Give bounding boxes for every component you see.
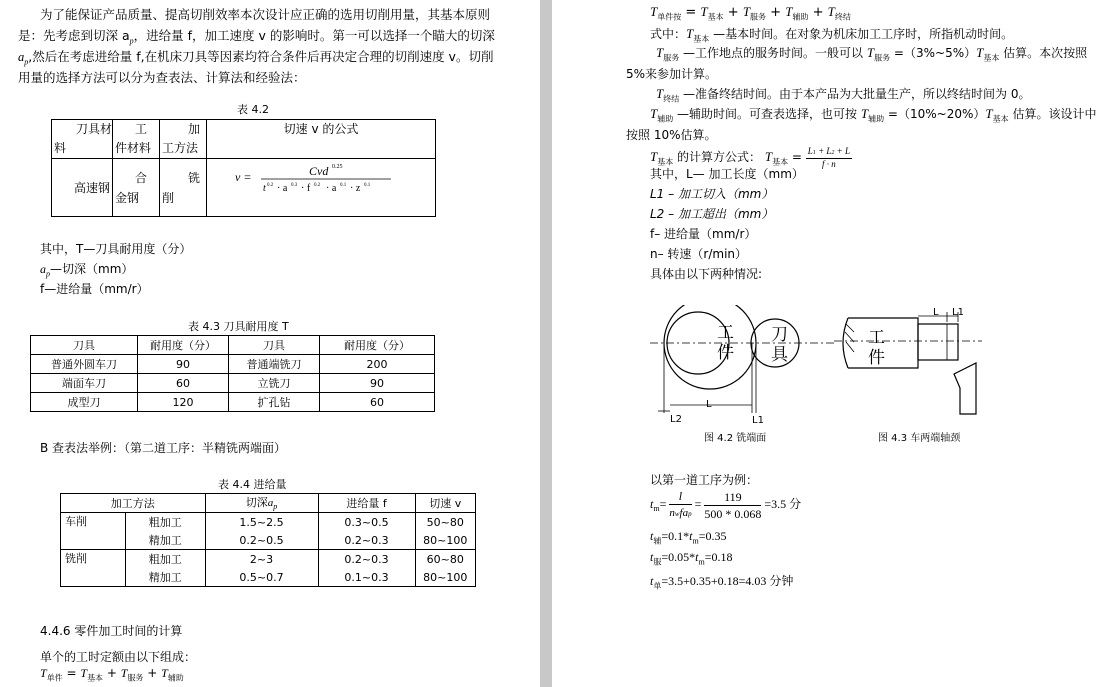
def-T-final: $T_{终结}$ —准备终结时间。由于本产品为大批量生产，所以终结时间为 0。 [656,86,1031,104]
table-cell: 0.1~0.3 [318,568,415,587]
table-cell: 60~80 [415,550,475,569]
svg-text:Cvd: Cvd [309,164,329,178]
table-cell: 成型刀 [31,393,138,412]
example-heading: B 查表法举例：（第二道工序：半精铣两端面） [40,441,287,455]
table-cell: 扩孔钻 [229,393,320,412]
table-cell: 0.2~0.3 [318,531,415,550]
table-4-3-caption: 表 4.3 刀具耐用度 T [188,320,289,333]
def-T-service-cont: 5%来参加计算。 [626,67,718,81]
where-L1: L1 – 加工切入（mm） [650,187,774,201]
document-page-right [552,0,1102,687]
intro-line-1: 为了能保证产品质量、提高切削效率本次设计应正确的选用切削用量，其基本原则 [40,7,491,22]
section-heading: 4.4.6 零件加工时间的计算 [40,624,183,638]
table-header-cell: 工 件材料 [113,120,160,159]
figure-turning-journals [834,308,984,418]
where-n: n– 转速（r/min） [650,247,748,261]
where-L: 其中，L— 加工长度（mm） [650,167,804,181]
table-row [31,393,435,412]
svg-text:· f: · f [301,183,311,194]
def-T-aux-cont: 按照 10%估算。 [626,128,717,142]
table-group-cell: 铣削 [61,550,126,587]
fig43-caption: 图 4.3 车两端轴颈 [878,433,961,444]
table-header-cell: 耐用度（分） [138,336,229,355]
table-header-cell: 切深$a_p$ [205,494,318,513]
table-row [31,355,435,374]
table-header-cell: 加工方法 [61,494,206,513]
svg-text:0.25: 0.25 [332,164,343,170]
table-cell: 50~80 [415,513,475,532]
fig42-L1: L1 [752,415,764,426]
table-header-cell: 耐用度（分） [320,336,435,355]
svg-text:v =: v = [235,170,252,184]
cases-text: 具体由以下两种情况: [650,267,763,281]
table-4-2 [51,119,436,217]
svg-text:0.2: 0.2 [314,183,321,188]
table-cell: 60 [138,374,229,393]
table-cell: 0.3~0.5 [318,513,415,532]
table-header-cell: 进给量 f [318,494,415,513]
table-cell: 80~100 [415,531,475,550]
fig43-work-b: 件 [868,348,885,368]
table-header-cell: 刀具 [31,336,138,355]
fig42-work-b: 件 [717,343,734,363]
svg-text:0.1: 0.1 [364,183,371,188]
def-ap: $a_p—$切深（mm） [40,262,134,279]
def-T-service: $T_{服务}$ —工作地点的服务时间。一般可以 $T_{服务}$ $=(3\%\sim 5\%)T_{基本}$ 估算。本次按照 [656,45,1088,63]
fig42-L2: L2 [670,414,682,425]
table-cell: 端面车刀 [31,374,138,393]
formula-graphic [231,159,411,199]
table-header-cell: 刀具材 料 [52,120,113,159]
table-cell: 普通端铣刀 [229,355,320,374]
fig42-tool-a: 刀 [771,325,788,345]
calc-line-4: $t_单=3.5+0.35+0.18=4.03$ 分钟 [650,574,794,591]
table-4-4 [60,493,476,587]
svg-text:· z: · z [350,183,361,194]
table-cell: 0.2~0.3 [318,550,415,569]
fig42-work-a: 工 [717,323,734,343]
table-cell: 60 [320,393,435,412]
table-cell: 精加工 [126,531,206,550]
calc-line-3: $t_服=0.05*t_m=0.18$ [650,550,733,567]
def-T: 其中，T—刀具耐用度（分） [40,242,192,256]
def-T-basic: 式中：$T_{基本}$ —基本时间。在对象为机床加工工序时，所指机动时间。 [650,26,1014,44]
def-f: f—进给量（mm/r） [40,282,149,296]
figure-milling-end-face [648,305,838,430]
table-cell: 200 [320,355,435,374]
table-group-cell: 车削 [61,513,126,550]
table-4-3 [30,335,435,412]
table-row [61,550,476,569]
svg-text:0.2: 0.2 [267,183,274,188]
def-T-aux: $T_{辅助}$ —辅助时间。可查表选择，也可按 $T_{辅助}$ $=(10\%\sim 20\%)T_{基本}$ 估算。该设计中 [650,106,1097,124]
fig43-L1: L1 [952,307,964,318]
intro-line-3: $a_p$,然后在考虑进给量 f,在机床刀具等因素均符合条件后再决定合理的切削速度 v。切削 [18,49,494,67]
calc-line-2: $t_辅=0.1*t_m=0.35$ [650,529,727,546]
svg-text:· a: · a [277,183,288,194]
table-cell: 普通外圆车刀 [31,355,138,374]
table-cell: 精加工 [126,568,206,587]
table-cell: 1.5~2.5 [205,513,318,532]
table-header-cell: 切速 v [415,494,475,513]
table-cell: 合 金钢 [113,159,160,217]
svg-text:· a: · a [326,183,337,194]
section-text: 单个的工时定额由以下组成： [40,650,197,664]
table-header-cell: 加 工方法 [160,120,207,159]
document-page-left [0,0,540,687]
page-gutter [540,0,552,687]
table-row [31,374,435,393]
fig42-L: L [706,399,712,410]
table-row [61,513,476,532]
svg-text:0.1: 0.1 [340,183,347,188]
table-4-4-caption: 表 4.4 进给量 [218,478,287,491]
where-L2: L2 – 加工超出（mm） [650,207,774,221]
formula-top: $T_{单件按} = T_{基本} + T_{服务} + T_{辅助} + T_{终结}$ [650,4,851,22]
fig42-tool-b: 具 [771,345,788,365]
table-header-cell: 切速 v 的公式 [207,120,436,159]
fig43-work-a: 工 [868,328,885,348]
table-4-2-caption: 表 4.2 [237,103,269,116]
svg-text:t: t [263,183,266,194]
intro-line-4: 用量的选择方法可以分为查表法、计算法和经验法： [18,70,306,85]
table-cell: 铣 削 [160,159,207,217]
table-cell: 粗加工 [126,513,206,532]
where-f: f– 进给量（mm/r） [650,227,757,241]
table-cell: 粗加工 [126,550,206,569]
calc-formula-line: $T_{基本}$ 的计算方公式： $T_{基本}$ = $\frac{L1 + L2 + L}{f \cdot n}$ [650,146,850,169]
table-cell: 0.2~0.5 [205,531,318,550]
formula-unit-time: $T_{单件} = T_{基本} + T_{服务} + T_{辅助}$ [40,666,184,683]
table-cell: 90 [320,374,435,393]
cutting-speed-formula [207,159,436,217]
table-cell: 80~100 [415,568,475,587]
table-header-cell: 刀具 [229,336,320,355]
table-cell: 2~3 [205,550,318,569]
example-text: 以第一道工序为例： [650,473,759,487]
table-cell: 120 [138,393,229,412]
intro-line-2: 是：先考虑到切深 $a_p$，进给量 f，加工速度 v 的影响时。第一可以选择一个瞄大的切深 [18,28,495,46]
table-cell: 90 [138,355,229,374]
svg-text:0.3: 0.3 [291,183,298,188]
table-cell: 高速钢 [52,159,113,217]
table-cell: 立铣刀 [229,374,320,393]
fig43-L: L [933,307,939,318]
table-cell: 0.5~0.7 [205,568,318,587]
fig42-caption: 图 4.2 铣端面 [704,433,767,444]
calc-line-1: $t_m=$ l nwfap = $\frac{119}{500 * 0.068}$ =3.5 分 [650,489,802,521]
